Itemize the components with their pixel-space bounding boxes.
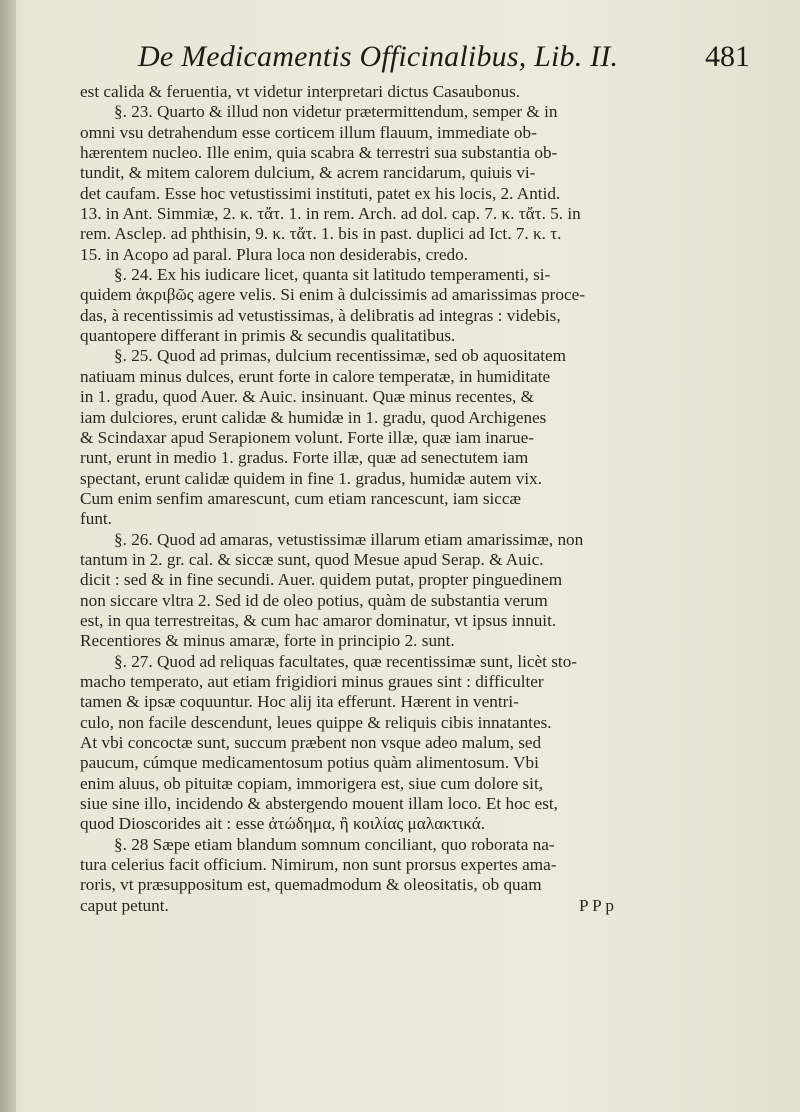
text-line: rem. Asclep. ad phthisin, 9. κ. τἄτ. 1. bis in past. duplici ad Ict. 7. κ. τ.: [80, 224, 562, 244]
text-line: §. 26. Quod ad amaras, vetustissimæ illarum etiam amarissimæ, non: [114, 529, 584, 549]
text-line: §. 23. Quarto & illud non videtur prætermittendum, semper & in: [114, 102, 558, 122]
text-line: Recentiores & minus amaræ, forte in principio 2. sunt.: [80, 631, 455, 651]
text-line: §. 28 Sæpe etiam blandum somnum conciliant, quo roborata na-: [114, 834, 555, 854]
text-line: hærentem nucleo. Ille enim, quia scabra & terrestri sua substantia ob-: [80, 143, 558, 163]
text-line: roris, vt præsuppositum est, quemadmodum & oleositatis, ob quam: [80, 875, 542, 895]
text-line: das, à recentissimis ad vetustissimas, à delibratis ad integras : videbis,: [80, 305, 561, 325]
page-number: 481: [705, 40, 750, 73]
page-gutter: [0, 0, 16, 1112]
text-line: est calida & feruentia, vt videtur interpretari dictus Casaubonus.: [80, 82, 521, 101]
paragraph: [80, 265, 680, 346]
text-line: runt, erunt in medio 1. gradus. Forte illæ, quæ ad senectutem iam: [80, 448, 529, 468]
text-line: spectant, erunt calidæ quidem in fine 1. gradus, humidæ autem vix.: [80, 468, 543, 488]
paragraph: [80, 530, 680, 652]
paragraph: [80, 82, 680, 102]
text-line: culo, non facile descendunt, leues quippe & reliquis cibis innatantes.: [80, 712, 552, 732]
text-line: §. 27. Quod ad reliquas facultates, quæ recentissimæ sunt, licèt sto-: [114, 651, 578, 671]
body-text: [80, 82, 680, 916]
text-line: & Scindaxar apud Serapionem volunt. Forte illæ, quæ iam inarue-: [80, 427, 534, 447]
text-line: omni vsu detrahendum esse corticem illum flauum, immediate ob-: [80, 122, 537, 142]
text-line: in 1. gradu, quod Auer. & Auic. insinuant. Quæ minus recentes, &: [80, 387, 534, 407]
text-line: Cum enim senfim amarescunt, cum etiam rancescunt, iam siccæ: [80, 488, 522, 508]
text-line: §. 24. Ex his iudicare licet, quanta sit latitudo temperamenti, si-: [114, 265, 551, 285]
text-line: §. 25. Quod ad primas, dulcium recentissimæ, sed ob aquositatem: [114, 346, 567, 366]
text-line: est, in qua terrestreitas, & cum hac amaror dominatur, vt ipsus innuit.: [80, 610, 557, 630]
text-line: natiuam minus dulces, erunt forte in calore temperatæ, in humiditate: [80, 366, 551, 386]
text-line: quidem ἀκριβῶς agere velis. Si enim à dulcissimis ad amarissimas proce-: [80, 285, 585, 305]
text-line: funt.: [80, 509, 112, 529]
text-line: siue sine illo, incidendo & abstergendo mouent illam loco. Et hoc est,: [80, 794, 558, 814]
text-line: tantum in 2. gr. cal. & siccæ sunt, quod Mesue apud Serap. & Auic.: [80, 549, 544, 569]
text-line: tundit, & mitem calorem dulcium, & acrem rancidarum, quiuis vi-: [80, 163, 536, 183]
text-line: quantopere differant in primis & secundis qualitatibus.: [80, 326, 456, 346]
text-line: tamen & ipsæ coquuntur. Hoc alij ita efferunt. Hærent in ventri-: [80, 692, 519, 712]
text-line: dicit : sed & in fine secundi. Auer. quidem putat, propter pinguedinem: [80, 570, 563, 590]
running-title: De Medicamentis Officinalibus, Lib. II.: [138, 40, 619, 73]
text-line: non siccare vltra 2. Sed id de oleo potius, quàm de substantia verum: [80, 590, 548, 610]
catchword: P P p: [578, 895, 614, 915]
text-line: iam dulciores, erunt calidæ & humidæ in 1. gradu, quod Archigenes: [80, 407, 547, 427]
text-line: 13. in Ant. Simmiæ, 2. κ. τἄτ. 1. in rem. Arch. ad dol. cap. 7. κ. τἄτ. 5. in: [80, 204, 581, 224]
text-line: tura celerius facit officium. Nimirum, non sunt prorsus expertes ama-: [80, 855, 557, 875]
text-line: paucum, cúmque medicamentosum potius quàm alimentosum. Vbi: [80, 753, 539, 773]
text-line: enim aluus, ob pituitæ copiam, immorigera est, siue cum dolore sit,: [80, 773, 544, 793]
text-line: caput petunt.: [80, 895, 169, 915]
text-line: det caufam. Esse hoc vetustissimi instituti, patet ex his locis, 2. Antid.: [80, 183, 561, 203]
text-line: quod Dioscorides ait : esse ἀτώδημα, ἢ κοιλίας μαλακτικά.: [80, 814, 486, 834]
paragraph: [80, 346, 680, 529]
text-line: macho temperato, aut etiam frigidiori minus graues sint : difficulter: [80, 671, 544, 691]
paragraph: [80, 102, 680, 265]
text-line: At vbi concoctæ sunt, succum præbent non vsque adeo malum, sed: [80, 733, 542, 752]
page-header: [138, 40, 778, 80]
text-line: 15. in Acopo ad paral. Plura loca non desiderabis, credo.: [80, 244, 469, 264]
paragraph: [80, 652, 680, 835]
